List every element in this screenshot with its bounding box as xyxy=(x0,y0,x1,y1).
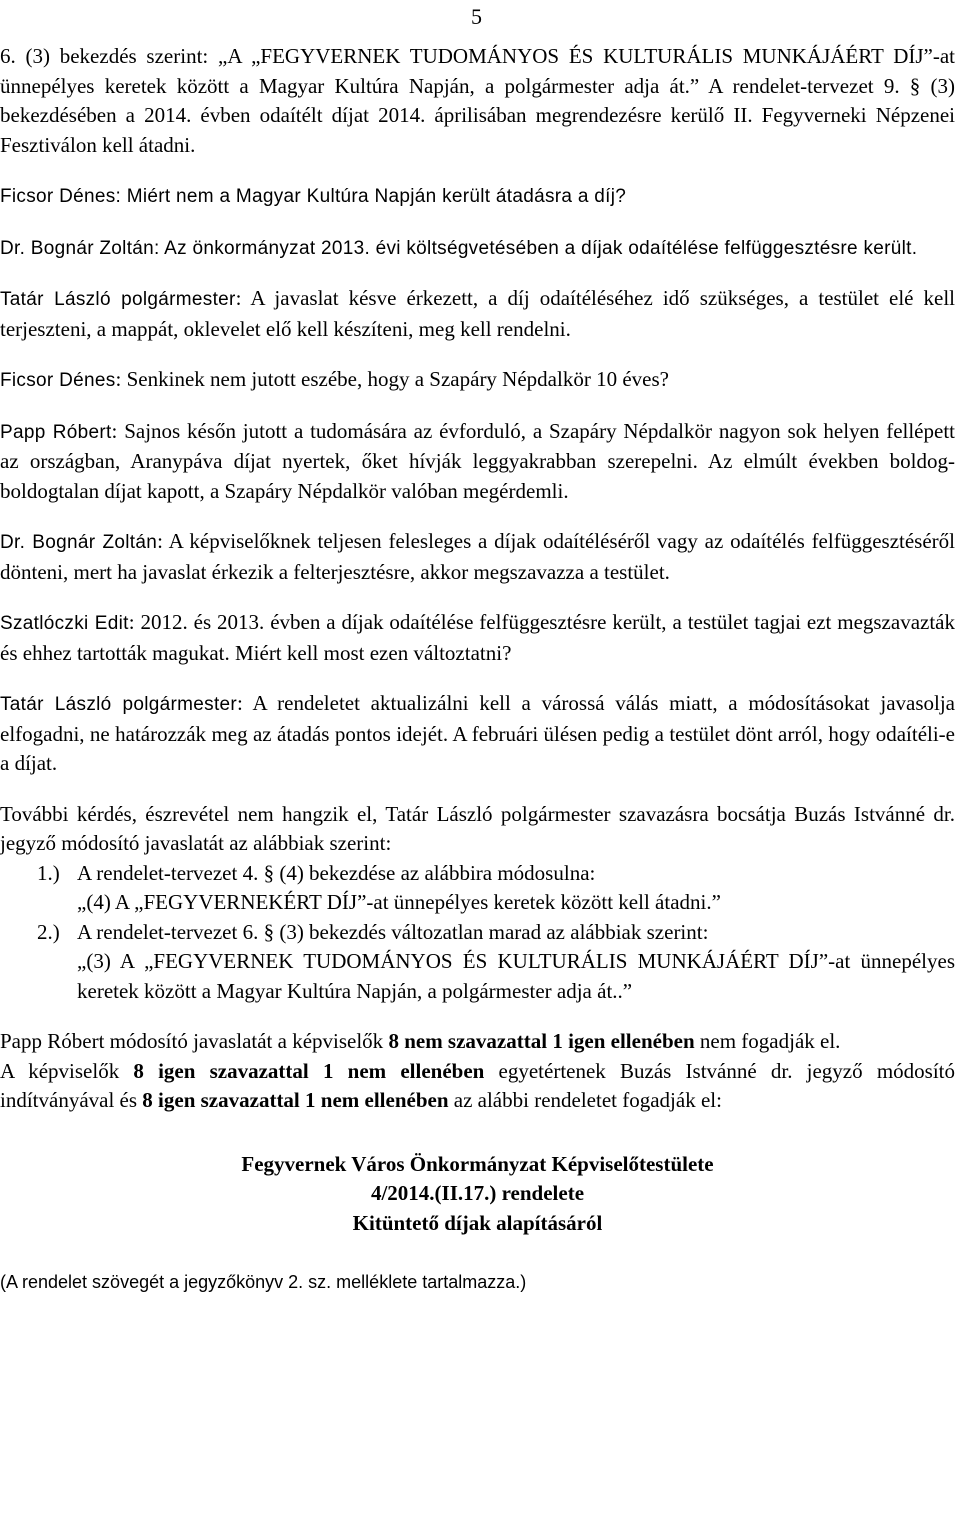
decree-line-2: 4/2014.(II.17.) rendelete xyxy=(370,1181,585,1205)
list-item-text: A rendelet-tervezet 4. § (4) bekezdése az alábbira módosulna: xyxy=(77,860,596,885)
statement-tatar-2: Tatár László polgármester: A rendeletet aktualizálni kell a várossá válás miatt, a módosításokat javasolja elfogadni, ne határozzák meg az átadás pontos idejét. A februári ülésen pedig a testület dönt arról, hogy odaítéli-e a díjat. xyxy=(0,691,956,775)
speaker-name: Dr. Bognár Zoltán xyxy=(0,237,155,259)
result-text: Papp Róbert módosító javaslatát a képviselők xyxy=(0,1029,389,1053)
decree-title xyxy=(0,1150,955,1239)
statement-bognar-1: Dr. Bognár Zoltán: Az önkormányzat 2013. évi költségvetésében a díjak odaítélése felfüggesztésre került. xyxy=(0,237,918,259)
statement-text: 2012. és 2013. évben a díjak odaítélése felfüggesztésre került, a testület tagjai ezt megszavazták és ehhez tartották magukat. Miért kell most ezen változtatni? xyxy=(0,610,955,665)
statement-text: Miért nem a Magyar Kultúra Napján került átadásra a díj? xyxy=(126,186,627,207)
result-emphasis: 8 nem szavazattal 1 igen ellenében xyxy=(388,1029,695,1053)
document-body xyxy=(0,42,955,1298)
result-emphasis: 8 igen szavazattal 1 nem ellenében xyxy=(133,1058,485,1083)
statement-szatloczki: Szatlóczki Edit: 2012. és 2013. évben a díjak odaítélése felfüggesztésre került, a testület tagjai ezt megszavazták és ehhez tartották magukat. Miért kell most ezen változtatni? xyxy=(0,610,955,665)
statement-text: A rendeletet aktualizálni kell a várossá válás miatt, a módosításokat javasolja elfogadni, ne határozzák meg az átadás pontos idejét. A februári ülésen pedig a testület dönt arról, hogy odaítéli-e a díjat. xyxy=(0,691,956,775)
result-text: egyetértenek Buzás Istvánné dr. jegyző módosító indítványával és xyxy=(0,1058,955,1112)
vote-result-1 xyxy=(0,1027,955,1057)
page-number: 5 xyxy=(471,4,482,29)
list-item xyxy=(37,918,955,948)
statement-ficsor-2: Ficsor Dénes: Senkinek nem jutott eszébe, hogy a Szapáry Népdalkör 10 éves? xyxy=(0,367,669,391)
statement-papp-1: Papp Róbert: Sajnos későn jutott a tudomására az évforduló, a Szapáry Népdalkör nagyon sok helyen fellépett az országban, Aranypáva díjat nyertek, őket hívják leggyakrabban szerepelni. Az elmúlt években boldog-boldogtalan díjat kapott, a Szapáry Népdalkör valóban megérdemli. xyxy=(0,418,955,503)
statement-bognar-2: Dr. Bognár Zoltán: A képviselőknek teljesen felesleges a díjak odaítéléséről vagy az odaítélés felfüggesztéséről dönteni, mert ha javaslat érkezik a felterjesztésre, akkor megszavazza a testület. xyxy=(0,529,955,584)
quoted-text: „(4) A „FEGYVERNEKÉRT DÍJ”-at ünnepélyes keretek között kell átadni.” xyxy=(77,890,721,914)
statement-text: A javaslat késve érkezett, a díj odaítéléséhez idő szükséges, a testület elé kell terjeszteni, a mappát, oklevelet elő kell készíteni, meg kell rendelni. xyxy=(0,286,956,341)
result-emphasis: 8 igen szavazattal 1 nem ellenében xyxy=(142,1088,449,1112)
statement-text: Sajnos későn jutott a tudomására az évforduló, a Szapáry Népdalkör nagyon sok helyen fellépett az országban, Aranypáva díjat nyertek, őket hívják leggyakrabban szerepelni. Az elmúlt években boldog-boldogtalan díjat kapott, a Szapáry Népdalkör valóban megérdemli. xyxy=(0,418,955,503)
speaker-name: Tatár László polgármester xyxy=(0,694,238,715)
vote-result-2 xyxy=(0,1057,955,1116)
statement-text: Senkinek nem jutott eszébe, hogy a Szapáry Népdalkör 10 éves? xyxy=(126,367,669,391)
statement-ficsor-1: Ficsor Dénes: Miért nem a Magyar Kultúra Napján került átadásra a díj? xyxy=(0,186,627,207)
speaker-name: Szatlóczki Edit xyxy=(0,613,129,634)
paragraph-item-6: 6. (3) bekezdés szerint: „A „FEGYVERNEK TUDOMÁNYOS ÉS KULTURÁLIS MUNKÁJÁÉRT DÍJ”-at ünnepélyes keretek között a Magyar Kultúra Napján, a polgármester adja át.” A rendelet-tervezet 9. § (3) bekezdésében a 2014. évben odaítélt díjat 2014. áprilisában megrendezésre kerülő II. Fegyverneki Népzenei Fesztiválon kell átadni. xyxy=(0,44,955,157)
list-item-number: 1.) xyxy=(37,860,60,885)
statement-text: Az önkormányzat 2013. évi költségvetésében a díjak odaítélése felfüggesztésre került. xyxy=(164,237,918,259)
result-text: az alábbi rendeletet fogadják el: xyxy=(448,1088,722,1112)
result-text: nem fogadják el. xyxy=(694,1029,841,1053)
statement-text: A képviselőknek teljesen felesleges a díjak odaítéléséről vagy az odaítélés felfüggesztéséről dönteni, mert ha javaslat érkezik a felterjesztésre, akkor megszavazza a testület. xyxy=(0,529,955,584)
vote-intro: További kérdés, észrevétel nem hangzik el, Tatár László polgármester szavazásra bocsátja Buzás Istvánné dr. jegyző módosító javaslatát az alábbiak szerint: xyxy=(0,801,955,855)
decree-line-3: Kitüntető díjak alapításáról xyxy=(352,1210,603,1235)
decree-line-1: Fegyvernek Város Önkormányzat Képviselőtestülete xyxy=(241,1151,714,1176)
speaker-name: Ficsor Dénes xyxy=(0,186,116,207)
list-item-number: 2.) xyxy=(37,919,60,944)
speaker-name: Dr. Bognár Zoltán xyxy=(0,532,158,553)
list-item-text: A rendelet-tervezet 6. § (3) bekezdés változatlan marad az alábbiak szerint: xyxy=(77,919,709,944)
list-item xyxy=(37,859,955,889)
speaker-name: Papp Róbert xyxy=(0,421,112,443)
quoted-text: „(3) A „FEGYVERNEK TUDOMÁNYOS ÉS KULTURÁLIS MUNKÁJÁÉRT DÍJ”-at ünnepélyes keretek között a Magyar Kultúra Napján, a polgármester adja át..” xyxy=(77,949,955,1003)
speaker-name: Tatár László polgármester xyxy=(0,289,236,310)
footnote: (A rendelet szövegét a jegyzőkönyv 2. sz. melléklete tartalmazza.) xyxy=(0,1272,527,1292)
speaker-name: Ficsor Dénes xyxy=(0,370,116,391)
statement-tatar-1: Tatár László polgármester: A javaslat késve érkezett, a díj odaítéléséhez idő szükséges, a testület elé kell terjeszteni, a mappát, oklevelet elő kell készíteni, meg kell rendelni. xyxy=(0,286,956,341)
result-text: A képviselők xyxy=(0,1058,134,1083)
